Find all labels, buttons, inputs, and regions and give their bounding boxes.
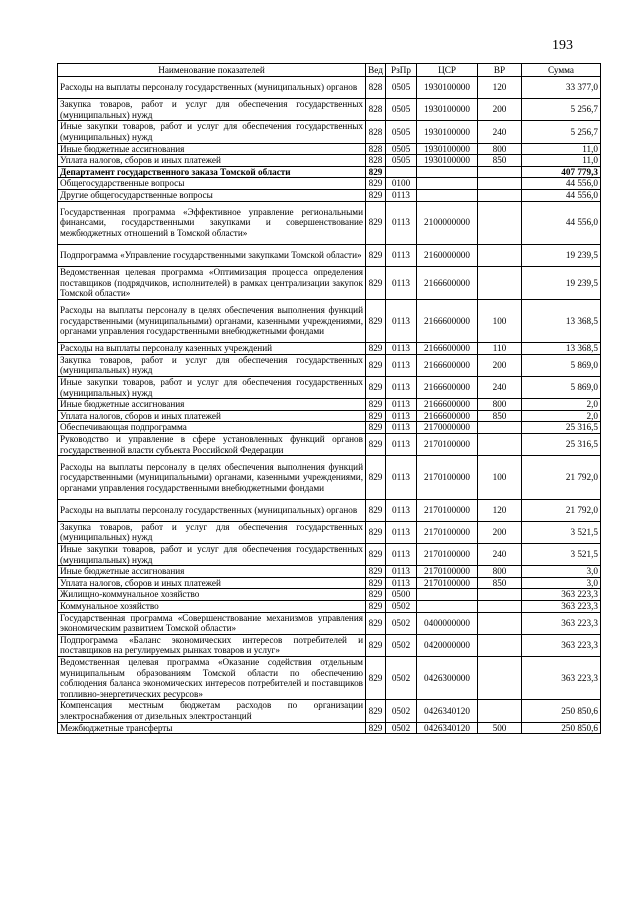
table-row — [58, 456, 601, 499]
cell-vr — [478, 267, 522, 300]
cell-rzpr: 0113 — [386, 377, 417, 399]
cell-ved: 829 — [366, 499, 386, 521]
cell-sum: 33 377,0 — [522, 77, 601, 99]
cell-csr — [417, 600, 478, 612]
table-row — [58, 422, 601, 434]
cell-sum: 11,0 — [522, 155, 601, 167]
cell-ved: 829 — [366, 422, 386, 434]
cell-sum: 44 556,0 — [522, 189, 601, 201]
header-sum: Сумма — [522, 64, 601, 77]
cell-sum: 44 556,0 — [522, 178, 601, 190]
cell-rzpr: 0502 — [386, 634, 417, 656]
cell-vr: 800 — [478, 399, 522, 411]
cell-name: Государственная программа «Эффективное управление региональными финансами, государственными закупками и совершенствование межбюджетных отношений в Томской области» — [58, 201, 366, 244]
cell-name: Иные закупки товаров, работ и услуг для обеспечения государственных (муниципальных) нужд — [58, 544, 366, 566]
cell-rzpr: 0502 — [386, 722, 417, 734]
cell-csr: 2166600000 — [417, 377, 478, 399]
cell-rzpr: 0113 — [386, 299, 417, 342]
table-row — [58, 410, 601, 422]
table-row — [58, 577, 601, 589]
cell-rzpr: 0505 — [386, 77, 417, 99]
cell-ved: 829 — [366, 354, 386, 376]
cell-sum: 44 556,0 — [522, 201, 601, 244]
table-row — [58, 600, 601, 612]
cell-csr: 0400000000 — [417, 612, 478, 634]
cell-vr — [478, 656, 522, 699]
cell-vr — [478, 434, 522, 456]
cell-rzpr: 0113 — [386, 544, 417, 566]
cell-ved: 829 — [366, 577, 386, 589]
cell-ved: 828 — [366, 143, 386, 155]
cell-name: Расходы на выплаты персоналу государственных (муниципальных) органов — [58, 499, 366, 521]
cell-ved: 829 — [366, 656, 386, 699]
cell-sum: 3,0 — [522, 577, 601, 589]
table-row — [58, 178, 601, 190]
cell-csr — [417, 589, 478, 601]
cell-rzpr: 0113 — [386, 267, 417, 300]
cell-rzpr: 0113 — [386, 244, 417, 266]
cell-name: Уплата налогов, сборов и иных платежей — [58, 410, 366, 422]
cell-csr — [417, 178, 478, 190]
cell-ved: 829 — [366, 267, 386, 300]
table-row — [58, 354, 601, 376]
table-row — [58, 499, 601, 521]
cell-csr: 2170100000 — [417, 499, 478, 521]
cell-vr: 240 — [478, 121, 522, 143]
table-row — [58, 189, 601, 201]
cell-name: Руководство и управление в сфере установленных функций органов государственной власти субъекта Российской Федерации — [58, 434, 366, 456]
cell-name: Обеспечивающая подпрограмма — [58, 422, 366, 434]
cell-ved: 829 — [366, 612, 386, 634]
cell-ved: 829 — [366, 589, 386, 601]
cell-csr — [417, 166, 478, 178]
cell-name: Компенсация местным бюджетам расходов по организации электроснабжения от дизельных электростанций — [58, 700, 366, 722]
cell-sum: 2,0 — [522, 410, 601, 422]
cell-sum: 5 869,0 — [522, 354, 601, 376]
cell-name: Уплата налогов, сборов и иных платежей — [58, 155, 366, 167]
cell-vr: 200 — [478, 521, 522, 543]
cell-name: Расходы на выплаты персоналу казенных учреждений — [58, 343, 366, 355]
table-row — [58, 566, 601, 578]
budget-table — [57, 63, 601, 734]
cell-name: Расходы на выплаты персоналу в целях обеспечения выполнения функций государственными (муниципальными) органами, казенными учреждениями, органами управления государственными внебюджетными фондами — [58, 299, 366, 342]
cell-sum: 250 850,6 — [522, 700, 601, 722]
cell-sum: 5 869,0 — [522, 377, 601, 399]
cell-rzpr: 0113 — [386, 566, 417, 578]
cell-vr: 100 — [478, 299, 522, 342]
header-vr: ВР — [478, 64, 522, 77]
cell-name: Иные бюджетные ассигнования — [58, 143, 366, 155]
cell-csr: 2166600000 — [417, 267, 478, 300]
cell-csr: 2170000000 — [417, 422, 478, 434]
cell-name: Государственная программа «Совершенствование механизмов управления экономическим развитием Томской области» — [58, 612, 366, 634]
cell-name: Подпрограмма «Баланс экономических интересов потребителей и поставщиков на регулируемых рынках товаров и услуг» — [58, 634, 366, 656]
cell-csr: 2166600000 — [417, 410, 478, 422]
cell-csr: 2166600000 — [417, 399, 478, 411]
cell-name: Расходы на выплаты персоналу в целях обеспечения выполнения функций государственными (муниципальными) органами, казенными учреждениями, органами управления государственными внебюджетными фондами — [58, 456, 366, 499]
cell-csr: 2100000000 — [417, 201, 478, 244]
table-row — [58, 99, 601, 121]
cell-sum: 363 223,3 — [522, 634, 601, 656]
table-row — [58, 121, 601, 143]
cell-rzpr: 0505 — [386, 121, 417, 143]
cell-vr — [478, 600, 522, 612]
cell-rzpr: 0113 — [386, 577, 417, 589]
cell-vr: 100 — [478, 456, 522, 499]
header-rzpr: РзПр — [386, 64, 417, 77]
cell-vr: 120 — [478, 77, 522, 99]
cell-vr: 120 — [478, 499, 522, 521]
cell-sum: 407 779,3 — [522, 166, 601, 178]
cell-vr: 240 — [478, 544, 522, 566]
table-row — [58, 700, 601, 722]
cell-name: Ведомственная целевая программа «Оказание содействия отдельным муниципальным образованиям Томской области по обеспечению соблюдения баланса экономических интересов потребителей и поставщиков топливно-энергетических ресурсов» — [58, 656, 366, 699]
cell-ved: 829 — [366, 399, 386, 411]
cell-vr — [478, 422, 522, 434]
cell-csr: 1930100000 — [417, 143, 478, 155]
cell-vr — [478, 612, 522, 634]
cell-csr: 2170100000 — [417, 544, 478, 566]
table-header-row — [58, 64, 601, 77]
cell-sum: 363 223,3 — [522, 656, 601, 699]
cell-name: Жилищно-коммунальное хозяйство — [58, 589, 366, 601]
cell-name: Расходы на выплаты персоналу государственных (муниципальных) органов — [58, 77, 366, 99]
cell-ved: 828 — [366, 121, 386, 143]
cell-vr: 800 — [478, 566, 522, 578]
cell-name: Ведомственная целевая программа «Оптимизация процесса определения поставщиков (подрядчиков, исполнителей) в рамках централизации закупок Томской области» — [58, 267, 366, 300]
cell-ved: 829 — [366, 566, 386, 578]
cell-rzpr: 0113 — [386, 201, 417, 244]
cell-sum: 5 256,7 — [522, 99, 601, 121]
cell-rzpr: 0505 — [386, 143, 417, 155]
cell-csr: 1930100000 — [417, 121, 478, 143]
cell-vr — [478, 189, 522, 201]
table-body — [58, 77, 601, 734]
cell-csr: 0426340120 — [417, 700, 478, 722]
cell-rzpr — [386, 166, 417, 178]
cell-vr: 850 — [478, 577, 522, 589]
cell-csr: 2170100000 — [417, 566, 478, 578]
cell-rzpr: 0113 — [386, 434, 417, 456]
table-row — [58, 634, 601, 656]
cell-sum: 21 792,0 — [522, 499, 601, 521]
cell-ved: 829 — [366, 722, 386, 734]
cell-vr: 200 — [478, 99, 522, 121]
cell-rzpr: 0113 — [386, 410, 417, 422]
cell-rzpr: 0505 — [386, 155, 417, 167]
cell-ved: 829 — [366, 178, 386, 190]
cell-csr: 2170100000 — [417, 456, 478, 499]
cell-rzpr: 0113 — [386, 422, 417, 434]
table-row — [58, 544, 601, 566]
table-row — [58, 77, 601, 99]
cell-vr — [478, 634, 522, 656]
cell-rzpr: 0113 — [386, 521, 417, 543]
table-row — [58, 521, 601, 543]
cell-name: Закупка товаров, работ и услуг для обеспечения государственных (муниципальных) нужд — [58, 354, 366, 376]
cell-sum: 363 223,3 — [522, 612, 601, 634]
cell-rzpr: 0502 — [386, 600, 417, 612]
cell-rzpr: 0502 — [386, 656, 417, 699]
table-row — [58, 166, 601, 178]
cell-vr: 850 — [478, 410, 522, 422]
cell-csr — [417, 189, 478, 201]
cell-sum: 25 316,5 — [522, 422, 601, 434]
cell-csr: 2160000000 — [417, 244, 478, 266]
cell-sum: 363 223,3 — [522, 589, 601, 601]
header-ved: Вед — [366, 64, 386, 77]
cell-sum: 11,0 — [522, 143, 601, 155]
cell-sum: 5 256,7 — [522, 121, 601, 143]
cell-csr: 1930100000 — [417, 77, 478, 99]
cell-rzpr: 0505 — [386, 99, 417, 121]
cell-rzpr: 0100 — [386, 178, 417, 190]
cell-csr: 2170100000 — [417, 434, 478, 456]
cell-name: Департамент государственного заказа Томской области — [58, 166, 366, 178]
cell-ved: 829 — [366, 201, 386, 244]
cell-rzpr: 0113 — [386, 189, 417, 201]
cell-name: Иные закупки товаров, работ и услуг для обеспечения государственных (муниципальных) нужд — [58, 121, 366, 143]
cell-csr: 2170100000 — [417, 577, 478, 589]
cell-vr — [478, 201, 522, 244]
table-row — [58, 589, 601, 601]
cell-vr — [478, 700, 522, 722]
cell-sum: 3 521,5 — [522, 544, 601, 566]
cell-name: Иные бюджетные ассигнования — [58, 566, 366, 578]
cell-csr: 2166600000 — [417, 299, 478, 342]
cell-ved: 829 — [366, 377, 386, 399]
table-row — [58, 267, 601, 300]
table-row — [58, 377, 601, 399]
cell-vr — [478, 166, 522, 178]
cell-vr: 240 — [478, 377, 522, 399]
table-row — [58, 155, 601, 167]
cell-ved: 829 — [366, 299, 386, 342]
cell-ved: 828 — [366, 99, 386, 121]
cell-ved: 829 — [366, 410, 386, 422]
cell-ved: 828 — [366, 77, 386, 99]
cell-vr: 500 — [478, 722, 522, 734]
cell-sum: 2,0 — [522, 399, 601, 411]
cell-ved: 829 — [366, 189, 386, 201]
cell-rzpr: 0500 — [386, 589, 417, 601]
table-row — [58, 656, 601, 699]
cell-name: Другие общегосударственные вопросы — [58, 189, 366, 201]
cell-name: Межбюджетные трансферты — [58, 722, 366, 734]
cell-csr: 1930100000 — [417, 155, 478, 167]
cell-csr: 2166600000 — [417, 354, 478, 376]
cell-vr — [478, 178, 522, 190]
cell-name: Подпрограмма «Управление государственными закупками Томской области» — [58, 244, 366, 266]
cell-ved: 829 — [366, 600, 386, 612]
cell-csr: 2166600000 — [417, 343, 478, 355]
cell-ved: 829 — [366, 456, 386, 499]
table-row — [58, 201, 601, 244]
table-row — [58, 434, 601, 456]
cell-sum: 363 223,3 — [522, 600, 601, 612]
table-row — [58, 722, 601, 734]
cell-sum: 21 792,0 — [522, 456, 601, 499]
cell-ved: 829 — [366, 434, 386, 456]
cell-rzpr: 0113 — [386, 343, 417, 355]
cell-csr: 2170100000 — [417, 521, 478, 543]
cell-sum: 3,0 — [522, 566, 601, 578]
page-number: 193 — [552, 38, 573, 53]
cell-name: Иные закупки товаров, работ и услуг для обеспечения государственных (муниципальных) нужд — [58, 377, 366, 399]
header-csr: ЦСР — [417, 64, 478, 77]
cell-name: Иные бюджетные ассигнования — [58, 399, 366, 411]
cell-ved: 829 — [366, 634, 386, 656]
cell-ved: 829 — [366, 166, 386, 178]
cell-csr: 0420000000 — [417, 634, 478, 656]
table-row — [58, 399, 601, 411]
cell-sum: 13 368,5 — [522, 343, 601, 355]
cell-vr: 110 — [478, 343, 522, 355]
cell-sum: 19 239,5 — [522, 267, 601, 300]
cell-vr: 850 — [478, 155, 522, 167]
cell-ved: 829 — [366, 343, 386, 355]
table-row — [58, 343, 601, 355]
cell-vr — [478, 589, 522, 601]
cell-sum: 25 316,5 — [522, 434, 601, 456]
cell-rzpr: 0113 — [386, 399, 417, 411]
cell-sum: 3 521,5 — [522, 521, 601, 543]
cell-rzpr: 0502 — [386, 612, 417, 634]
table-row — [58, 612, 601, 634]
header-name: Наименование показателей — [58, 64, 366, 77]
cell-vr — [478, 244, 522, 266]
cell-name: Общегосударственные вопросы — [58, 178, 366, 190]
cell-name: Коммунальное хозяйство — [58, 600, 366, 612]
cell-sum: 13 368,5 — [522, 299, 601, 342]
cell-rzpr: 0113 — [386, 354, 417, 376]
cell-ved: 828 — [366, 155, 386, 167]
cell-rzpr: 0502 — [386, 700, 417, 722]
table-row — [58, 244, 601, 266]
cell-vr: 800 — [478, 143, 522, 155]
cell-sum: 19 239,5 — [522, 244, 601, 266]
cell-ved: 829 — [366, 544, 386, 566]
cell-csr: 1930100000 — [417, 99, 478, 121]
cell-csr: 0426300000 — [417, 656, 478, 699]
cell-name: Уплата налогов, сборов и иных платежей — [58, 577, 366, 589]
cell-sum: 250 850,6 — [522, 722, 601, 734]
cell-name: Закупка товаров, работ и услуг для обеспечения государственных (муниципальных) нужд — [58, 521, 366, 543]
table-row — [58, 299, 601, 342]
cell-ved: 829 — [366, 521, 386, 543]
cell-rzpr: 0113 — [386, 456, 417, 499]
cell-ved: 829 — [366, 700, 386, 722]
cell-vr: 200 — [478, 354, 522, 376]
cell-name: Закупка товаров, работ и услуг для обеспечения государственных (муниципальных) нужд — [58, 99, 366, 121]
cell-rzpr: 0113 — [386, 499, 417, 521]
table-row — [58, 143, 601, 155]
cell-ved: 829 — [366, 244, 386, 266]
cell-csr: 0426340120 — [417, 722, 478, 734]
